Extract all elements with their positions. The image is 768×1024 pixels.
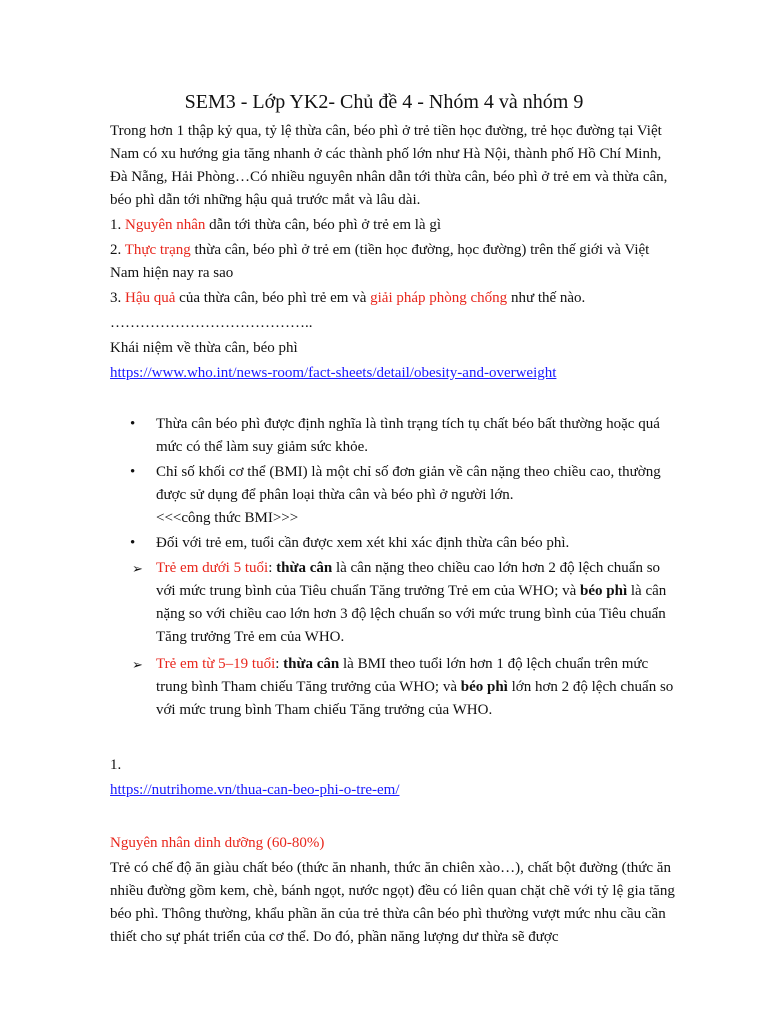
page-title: SEM3 - Lớp YK2- Chủ đề 4 - Nhóm 4 và nhóm 9 [184,91,584,113]
concept-heading: Khái niệm về thừa cân, béo phì [110,340,298,356]
question-1 [110,214,675,237]
question-1-number: 1. [110,217,125,233]
nutrihome-link[interactable]: https://nutrihome.vn/thua-can-beo-phi-o-tre-em/ [110,782,400,798]
bullet-text: Thừa cân béo phì được định nghĩa là tình trạng tích tụ chất béo bất thường hoặc quá mức có thể làm suy giảm sức khỏe. [156,416,660,455]
arrow-marker-icon: ➢ [132,561,143,576]
bullet-marker: • [130,416,136,432]
question-3-highlight-solution: giải pháp phòng chống [370,290,508,306]
dotted-separator: ………………………………….. [110,315,313,331]
arrow-item-text: là BMI theo tuổi lớn hơn 1 độ lệch chuẩn trên mức trung bình Tham chiếu Tăng trưởng của WHO; và [156,656,649,695]
nutrition-cause-heading: Nguyên nhân dinh dưỡng (60-80%) [110,835,325,851]
spacer [110,724,675,754]
spacer [110,804,675,832]
question-2 [110,239,675,285]
definition-list [110,413,675,722]
bullet-item-definition [110,413,675,459]
bullet-text: Đối với trẻ em, tuổi cần được xem xét khi xác định thừa cân béo phì. [156,535,570,551]
document-body [110,120,675,951]
arrow-item-text: là cân nặng so với chiều cao lớn hơn 3 độ lệch chuẩn so với mức trung bình của Tiêu chuẩn Tăng trưởng Trẻ em của WHO. [156,583,667,645]
question-3-highlight-consequence: Hậu quả [125,290,176,306]
arrow-item-colon: : [275,656,284,672]
bullet-marker: • [130,535,136,551]
arrow-item-text: là cân nặng theo chiều cao lớn hơn 2 độ lệch chuẩn so với mức trung bình của Tiêu chuẩn Tăng trưởng Trẻ em của WHO; và [156,560,661,599]
question-2-highlight: Thực trạng [124,242,191,258]
bullet-item-bmi [110,461,675,530]
term-overweight: thừa cân [276,560,333,576]
section-number: 1. [110,757,122,773]
arrow-item-under-5 [110,557,675,649]
term-obesity: béo phì [460,679,508,695]
arrow-item-text: lớn hơn 2 độ lệch chuẩn so với mức trung bình Tham chiếu Tăng trưởng của WHO. [156,679,674,718]
bullet-text: Chỉ số khối cơ thể (BMI) là một chỉ số đơn giản về cân nặng theo chiều cao, thường được sử dụng để phân loại thừa cân và béo phì ở người lớn. [156,464,661,503]
spacer [110,387,675,413]
question-1-highlight: Nguyên nhân [125,217,206,233]
question-2-number: 2. [110,242,125,258]
arrow-item-colon: : [268,560,277,576]
question-3-number: 3. [110,290,125,306]
term-overweight: thừa cân [283,656,340,672]
nutrihome-link-line [110,779,675,802]
question-2-text: thừa cân, béo phì ở trẻ em (tiền học đường, học đường) trên thế giới và Việt Nam hiện nay ra sao [110,242,650,281]
bmi-formula-placeholder: <<<công thức BMI>>> [156,510,299,526]
arrow-item-5-19 [110,653,675,722]
bullet-item-children [110,532,675,555]
bullet-marker: • [130,464,136,480]
question-1-text: dẫn tới thừa cân, béo phì ở trẻ em là gì [205,217,441,233]
who-link[interactable]: https://www.who.int/news-room/fact-sheets/detail/obesity-and-overweight [110,365,557,381]
term-obesity: béo phì [580,583,628,599]
intro-paragraph: Trong hơn 1 thập kỷ qua, tỷ lệ thừa cân, béo phì ở trẻ tiền học đường, trẻ học đường tại Việt Nam có xu hướng gia tăng nhanh ở các thành phố lớn như Hà Nội, thành phố Hồ Chí Minh, Đà Nẵng, Hải Phòng…Có nhiều nguyên nhân dẫn tới thừa cân, béo phì ở trẻ em và thừa cân, béo phì dẫn tới những hậu quả trước mắt và lâu dài. [110,123,668,208]
nutrition-paragraph: Trẻ có chế độ ăn giàu chất béo (thức ăn nhanh, thức ăn chiên xào…), chất bột đường (thức ăn nhiều đường gồm kem, chè, bánh ngọt, nước ngọt) đều có liên quan chặt chẽ với tỷ lệ gia tăng béo phì. Thông thường, khẩu phần ăn của trẻ thừa cân béo phì thường vượt mức nhu cầu cần thiết cho sự phát triển của cơ thể. Do đó, phần năng lượng dư thừa sẽ được [110,860,675,945]
arrow-marker-icon: ➢ [132,657,143,672]
who-link-line [110,362,675,385]
arrow-item-label: Trẻ em dưới 5 tuổi [156,560,269,576]
question-3-text-end: như thế nào. [507,290,586,306]
question-3-text-middle: của thừa cân, béo phì trẻ em và [175,290,371,306]
arrow-item-label: Trẻ em từ 5–19 tuổi [156,656,276,672]
question-3 [110,287,675,310]
